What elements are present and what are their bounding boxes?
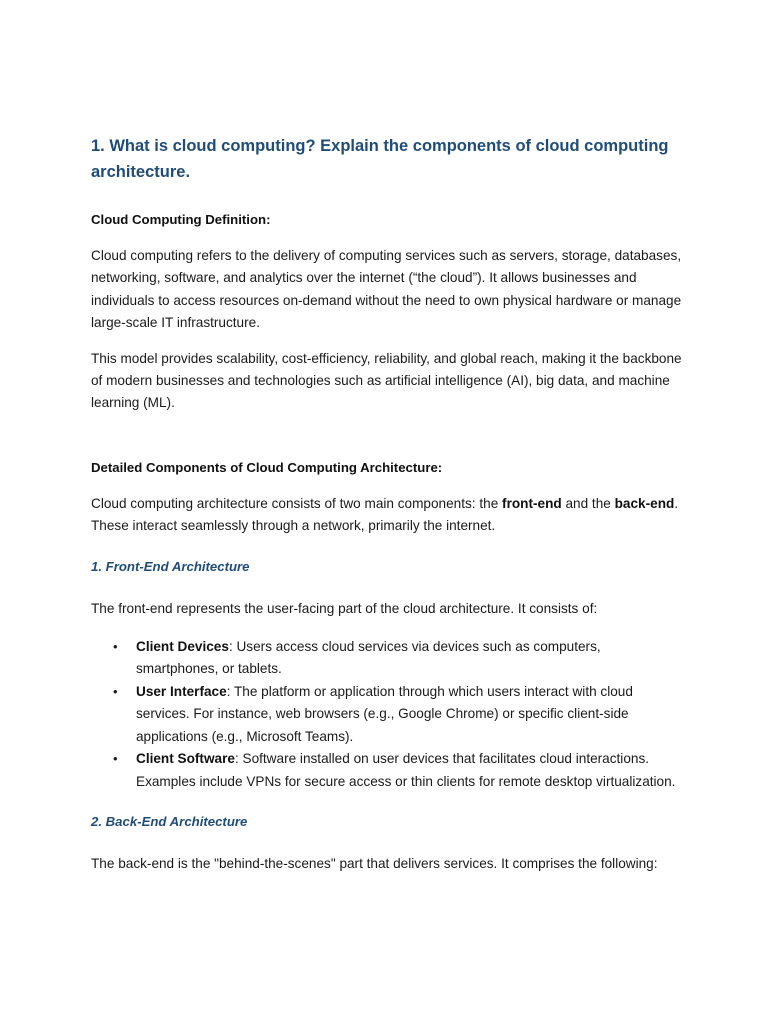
- back-end-term: back-end: [614, 495, 675, 511]
- bullet-icon: •: [113, 683, 118, 699]
- bullet-icon: •: [113, 639, 118, 655]
- definition-paragraph-2: This model provides scalability, cost-efficiency, reliability, and global reach, making it the backbone of modern businesses and technologies such as artificial intelligence (AI), big data, and machine learning (ML).: [91, 350, 682, 411]
- front-end-list: [91, 636, 684, 793]
- components-intro: [91, 493, 684, 538]
- back-end-intro: The back-end is the "behind-the-scenes" part that delivers services. It comprises the following:: [91, 855, 658, 871]
- list-item-term: Client Software: [136, 751, 235, 767]
- definition-paragraph-1: Cloud computing refers to the delivery of computing services such as servers, storage, databases, networking, software, and analytics over the internet (“the cloud”). It allows businesses and individuals to access resources on-demand without the need to own physical hardware or manage large-scale IT infrastructure.: [91, 248, 682, 331]
- question-title: 1. What is cloud computing? Explain the components of cloud computing architecture.: [91, 137, 669, 181]
- components-intro-pre: Cloud computing architecture consists of two main components: the: [91, 495, 503, 511]
- list-item-text: : Software installed on user devices that facilitates cloud interactions. Examples include VPNs for secure access or thin clients for remote desktop virtualization.: [136, 751, 676, 789]
- front-end-intro: The front-end represents the user-facing part of the cloud architecture. It consists of:: [91, 600, 598, 616]
- front-end-heading: 1. Front-End Architecture: [91, 558, 250, 574]
- components-intro-mid: and the: [561, 495, 615, 511]
- bullet-icon: •: [113, 751, 118, 767]
- components-heading: Detailed Components of Cloud Computing Architecture:: [91, 459, 443, 475]
- list-item-text: : Users access cloud services via devices such as computers, smartphones, or tablets.: [136, 639, 601, 677]
- section-spacer: [91, 415, 684, 457]
- back-end-heading: 2. Back-End Architecture: [91, 813, 248, 829]
- list-item-user-interface: [91, 681, 684, 748]
- definition-heading: Cloud Computing Definition:: [91, 212, 271, 227]
- list-item-term: Client Devices: [136, 639, 229, 655]
- list-item-client-devices: [91, 636, 684, 681]
- front-end-term: front-end: [502, 495, 562, 511]
- list-item-term: User Interface: [136, 683, 227, 699]
- list-item-client-software: [91, 748, 684, 793]
- components-intro-post: . These interact seamlessly through a network, primarily the internet.: [91, 495, 679, 534]
- list-item-text: : The platform or application through which users interact with cloud services. For instance, web browsers (e.g., Google Chrome) or specific client-side applications (e.g., Microsoft Teams).: [136, 683, 633, 744]
